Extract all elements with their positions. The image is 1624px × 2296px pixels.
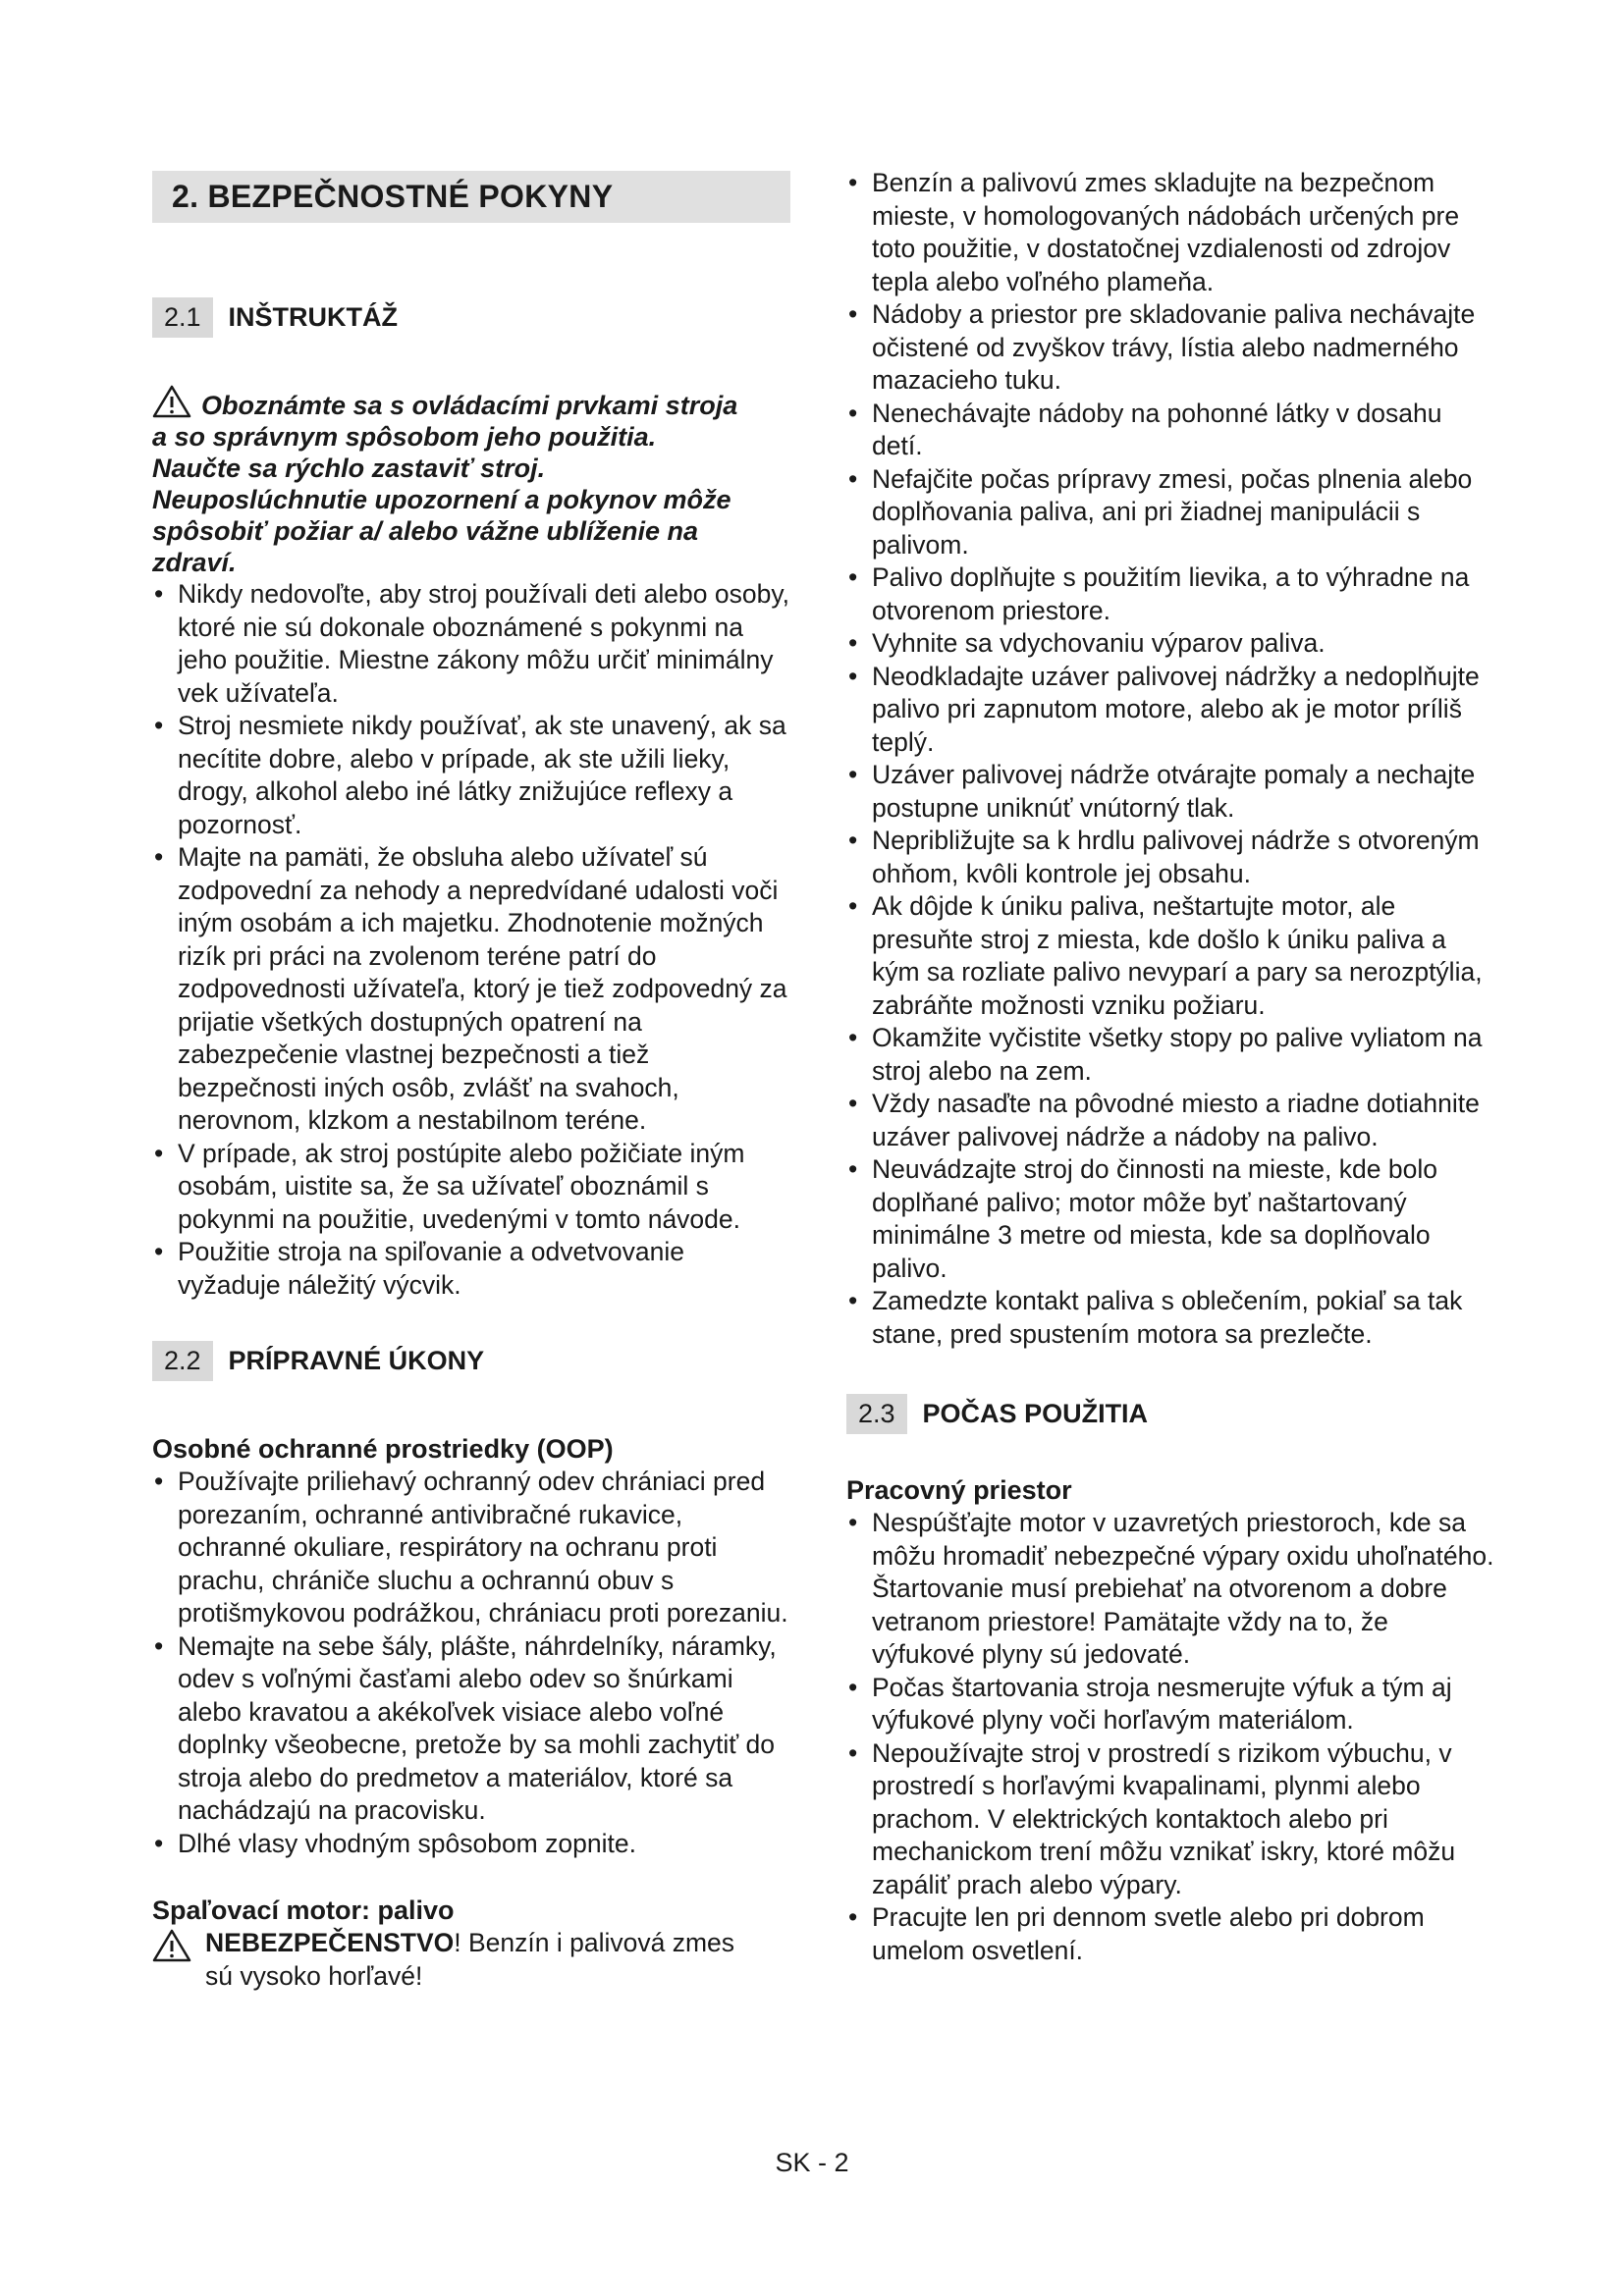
section-title: INŠTRUKTÁŽ (228, 302, 399, 332)
section-title: POČAS POUŽITIA (922, 1399, 1149, 1428)
list-item: • Počas štartovania stroja nesmerujte výfuk a tým aj výfukové plyny voči horľavým materiálom. (846, 1672, 1494, 1737)
oop-heading: Osobné ochranné prostriedky (OOP) (152, 1434, 614, 1464)
work-area-list (846, 1507, 1494, 1967)
list-item: • Dlhé vlasy vhodným spôsobom zopnite. (152, 1828, 790, 1861)
list-item: • Nespúšťajte motor v uzavretých priestoroch, kde sa môžu hromadiť nebezpečné výpary oxidu uhoľnatého. Štartovanie musí prebiehať na otvorenom a dobre vetranom priestore! Pamätajte vždy na to, že výfukové plyny sú jedovaté. (846, 1507, 1494, 1672)
section-number: 2.3 (846, 1394, 907, 1434)
list-item: • Nepoužívajte stroj v prostredí s rizikom výbuchu, v prostredí s horľavými kvapalinami, plynmi alebo prachom. V elektrických kontaktoch alebo pri mechanickom trení môžu vznikať iskry, ktoré môžu zapáliť prach alebo výpary. (846, 1737, 1494, 1902)
list-item: • Benzín a palivovú zmes skladujte na bezpečnom mieste, v homologovaných nádobách určených pre toto použitie, v dostatočnej vzdialenosti od zdrojov tepla alebo voľného plameňa. (846, 167, 1494, 298)
warning-paragraph (152, 385, 741, 578)
page-number: SK - 2 (775, 2148, 849, 2177)
list-item: • Použitie stroja na spiľovanie a odvetvovanie vyžaduje náležitý výcvik. (152, 1236, 790, 1302)
list-item: • Nefajčite počas prípravy zmesi, počas plnenia alebo doplňovania paliva, ani pri žiadnej manipulácii s palivom. (846, 463, 1494, 562)
list-item: • Pracujte len pri dennom svetle alebo pri dobrom umelom osvetlení. (846, 1901, 1494, 1967)
list-item: • Nikdy nedovoľte, aby stroj používali deti alebo osoby, ktoré nie sú dokonale oboznámené s pokynmi na jeho použitie. Miestne zákony môžu určiť minimálny vek užívateľa. (152, 578, 790, 710)
right-column (846, 167, 1494, 1967)
work-area-heading: Pracovný priestor (846, 1475, 1072, 1505)
list-item: • Vyhnite sa vdychovaniu výparov paliva. (846, 627, 1494, 661)
list-item: • Neodkladajte uzáver palivovej nádržky a nedoplňujte palivo pri zapnutom motore, alebo ak je motor príliš teplý. (846, 661, 1494, 760)
section-2-2-heading (152, 1341, 790, 1381)
fuel-heading: Spaľovací motor: palivo (152, 1896, 455, 1925)
oop-list (152, 1466, 790, 1860)
list-item: • V prípade, ak stroj postúpite alebo požičiate iným osobám, uistite sa, že sa užívateľ oboznámil s pokynmi na použitie, uvedenými v tomto návode. (152, 1138, 790, 1237)
section-number: 2.1 (152, 297, 213, 338)
instruction-list (152, 578, 790, 1302)
danger-text: ! Benzín i palivová zmes sú vysoko horľavé! (205, 1928, 735, 1991)
list-item: • Uzáver palivovej nádrže otvárajte pomaly a nechajte postupne uniknúť vnútorný tlak. (846, 759, 1494, 825)
fuel-list (846, 167, 1494, 1351)
list-item: • Okamžite vyčistite všetky stopy po palive vyliatom na stroj alebo na zem. (846, 1022, 1494, 1088)
list-item: • Nádoby a priestor pre skladovanie paliva nechávajte očistené od zvyškov trávy, lístia alebo nadmerného mazacieho tuku. (846, 298, 1494, 398)
list-item: • Neuvádzajte stroj do činnosti na mieste, kde bolo doplňané palivo; motor môže byť naštartovaný minimálne 3 metre od miesta, kde sa doplňovalo palivo. (846, 1153, 1494, 1285)
danger-label: NEBEZPEČENSTVO (205, 1928, 455, 1957)
chapter-title: 2. BEZPEČNOSTNÉ POKYNY (152, 171, 790, 223)
list-item: • Majte na pamäti, že obsluha alebo užívateľ sú zodpovední za nehody a nepredvídané udalosti voči iným osobám a ich majetku. Zhodnotenie možných rizík pri práci na zvolenom teréne patrí do zodpovednosti užívateľa, ktorý je tiež zodpovedný za prijatie všetkých dostupných opatrení na zabezpečenie vlastnej bezpečnosti a tiež bezpečnosti iných osôb, zvlášť na svahoch, nerovnom, klzkom a nestabilnom teréne. (152, 841, 790, 1138)
section-title: PRÍPRAVNÉ ÚKONY (228, 1346, 485, 1375)
list-item: • Nepribližujte sa k hrdlu palivovej nádrže s otvoreným ohňom, kvôli kontrole jej obsahu. (846, 825, 1494, 890)
list-item: • Zamedzte kontakt paliva s oblečením, pokiaľ sa tak stane, pred spustením motora sa prezlečte. (846, 1285, 1494, 1351)
warning-triangle-icon (152, 385, 191, 418)
list-item: • Vždy nasaďte na pôvodné miesto a riadne dotiahnite uzáver palivovej nádrže a nádoby na palivo. (846, 1088, 1494, 1153)
list-item: • Používajte priliehavý ochranný odev chrániaci pred porezaním, ochranné antivibračné rukavice, ochranné okuliare, respirátory na ochranu proti prachu, chrániče sluchu a ochrannú obuv s protišmykovou podrážkou, chrániacu proti porezaniu. (152, 1466, 790, 1630)
warning-text: Oboznámte sa s ovládacími prvkami stroja a so správnym spôsobom jeho použitia. Naučte sa rýchlo zastaviť stroj. Neuposlúchnutie upozornení a pokynov môže spôsobiť požiar a/ alebo vážne ublíženie na zdraví. (152, 391, 738, 577)
section-number: 2.2 (152, 1341, 213, 1381)
list-item: • Ak dôjde k úniku paliva, neštartujte motor, ale presuňte stroj z miesta, kde došlo k úniku paliva a kým sa rozliate palivo nevyparí a pary sa nerozptýlia, zabráňte možnosti vzniku požiaru. (846, 890, 1494, 1022)
left-column (152, 167, 790, 1993)
list-item: • Nenechávajte nádoby na pohonné látky v dosahu detí. (846, 398, 1494, 463)
warning-triangle-icon (152, 1929, 191, 1962)
list-item: • Palivo doplňujte s použitím lievika, a to výhradne na otvorenom priestore. (846, 561, 1494, 627)
list-item: • Nemajte na sebe šály, plášte, náhrdelníky, náramky, odev s voľnými časťami alebo odev so šnúrkami alebo kravatou a akékoľvek visiace alebo voľné doplnky všeobecne, pretože by sa mohli zachytiť do stroja alebo do predmetov a materiálov, ktoré sa nachádzajú na pracovisku. (152, 1630, 790, 1828)
danger-notice (152, 1927, 755, 1993)
section-2-1-heading (152, 297, 790, 338)
list-item: • Stroj nesmiete nikdy používať, ak ste unavený, ak sa necítite dobre, alebo v prípade, ak ste užili lieky, drogy, alkohol alebo iné látky znižujúce reflexy a pozornosť. (152, 710, 790, 841)
section-2-3-heading (846, 1394, 1494, 1434)
